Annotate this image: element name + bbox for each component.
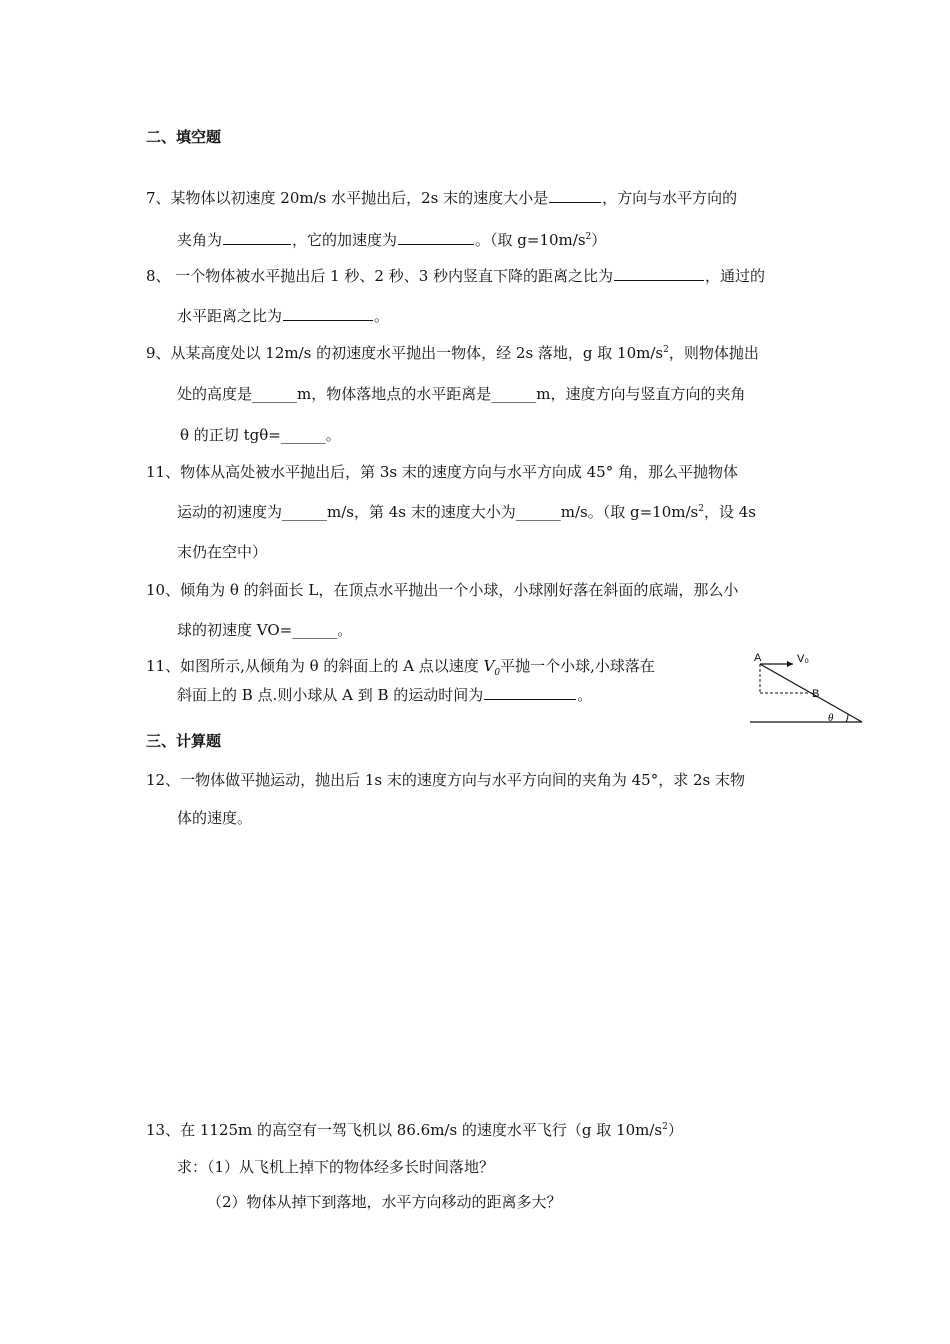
question-12-line-1: 12、一物体做平抛运动，抛出后 1s 末的速度方向与水平方向间的夹角为 45°，求 2s 末物 bbox=[146, 771, 746, 789]
question-13-text: ） bbox=[667, 1121, 683, 1139]
superscript: 2 bbox=[662, 1122, 668, 1132]
answer-blank bbox=[549, 187, 601, 203]
question-11b-line-2 bbox=[177, 684, 592, 705]
question-9-line-1 bbox=[146, 343, 759, 363]
question-8-text: 水平距离之比为 bbox=[177, 307, 283, 325]
question-8-line-2 bbox=[177, 305, 389, 326]
answer-blank bbox=[223, 229, 291, 245]
question-11b-text: 11、如图所示,从倾角为 θ 的斜面上的 A 点以速度 bbox=[146, 657, 484, 675]
section-title-fill-blank: 二、填空题 bbox=[146, 128, 222, 146]
question-11b-text: 。 bbox=[577, 686, 593, 704]
answer-blank bbox=[398, 229, 474, 245]
question-9-line-2: 处的高度是______m，物体落地点的水平距离是______m，速度方向与竖直方向的夹角 bbox=[177, 385, 746, 403]
answer-blank bbox=[484, 684, 576, 700]
question-13-line-1 bbox=[146, 1120, 683, 1140]
question-13-line-2: 求：（1）从飞机上掉下的物体经多长时间落地？ bbox=[177, 1158, 495, 1176]
velocity-symbol: V bbox=[483, 657, 495, 675]
arrow-head-icon bbox=[787, 661, 793, 667]
question-7-text: ） bbox=[591, 231, 607, 249]
question-9-text: 9、从某高度处以 12m/s 的初速度水平抛出一物体，经 2s 落地，g 取 10m/s bbox=[146, 344, 664, 362]
section-title-calculation: 三、计算题 bbox=[146, 732, 222, 750]
question-7-text: 。（取 g=10m/s bbox=[475, 231, 586, 249]
question-10-line-1: 10、倾角为 θ 的斜面长 L，在顶点水平抛出一个小球，小球刚好落在斜面的底端，那么小 bbox=[146, 581, 739, 599]
question-13-line-3: （2）物体从掉下到落地，水平方向移动的距离多大？ bbox=[207, 1193, 562, 1211]
angle-theta-label: θ bbox=[828, 712, 834, 724]
question-11a-line-2 bbox=[177, 502, 756, 522]
angle-arc bbox=[846, 714, 848, 722]
question-7-text: 夹角为 bbox=[177, 231, 223, 249]
question-7-line-2 bbox=[177, 229, 606, 250]
question-7-text: 7、某物体以初速度 20m/s 水平抛出后，2s 末的速度大小是 bbox=[146, 189, 549, 207]
question-11b-line-1 bbox=[146, 656, 655, 683]
question-9-line-3: θ 的正切 tgθ=______。 bbox=[180, 426, 341, 444]
question-11b-text: 斜面上的 B 点.则小球从 A 到 B 的运动时间为 bbox=[177, 686, 484, 704]
question-8-text: 。 bbox=[374, 307, 390, 325]
question-7-text: ，方向与水平方向的 bbox=[602, 189, 738, 207]
question-13-text: 13、在 1125m 的高空有一驾飞机以 86.6m/s 的速度水平飞行（g 取 10m/s bbox=[146, 1121, 663, 1139]
question-11a-text: ，设 4s bbox=[703, 503, 756, 521]
answer-blank bbox=[283, 305, 373, 321]
answer-blank bbox=[614, 265, 704, 281]
incline-diagram bbox=[745, 650, 870, 730]
question-11a-line-3: 末仍在空中） bbox=[177, 543, 268, 561]
question-11a-line-1: 11、物体从高处被水平抛出后，第 3s 末的速度方向与水平方向成 45° 角，那么平抛物体 bbox=[146, 463, 738, 481]
question-11b-text: 平抛一个小球,小球落在 bbox=[500, 657, 655, 675]
superscript: 2 bbox=[698, 504, 704, 514]
velocity-label: V₀ bbox=[797, 653, 809, 665]
question-11a-text: 运动的初速度为______m/s，第 4s 末的速度大小为______m/s。（取 g=10m/s bbox=[177, 503, 699, 521]
question-8-text: 8、 一个物体被水平抛出后 1 秒、2 秒、3 秒内竖直下降的距离之比为 bbox=[146, 267, 614, 285]
superscript: 2 bbox=[585, 232, 592, 242]
question-12-line-2: 体的速度。 bbox=[177, 809, 253, 827]
question-8-text: ，通过的 bbox=[705, 267, 766, 285]
question-7-line-1 bbox=[146, 187, 737, 208]
superscript: 2 bbox=[663, 345, 669, 355]
point-b-label: B bbox=[812, 688, 820, 700]
question-8-line-1 bbox=[146, 265, 765, 286]
question-7-text: ，它的加速度为 bbox=[292, 231, 398, 249]
question-10-line-2: 球的初速度 VO=______。 bbox=[177, 621, 353, 639]
point-a-label: A bbox=[754, 652, 762, 664]
question-9-text: ，则物体抛出 bbox=[668, 344, 759, 362]
velocity-subscript: 0 bbox=[494, 668, 501, 678]
